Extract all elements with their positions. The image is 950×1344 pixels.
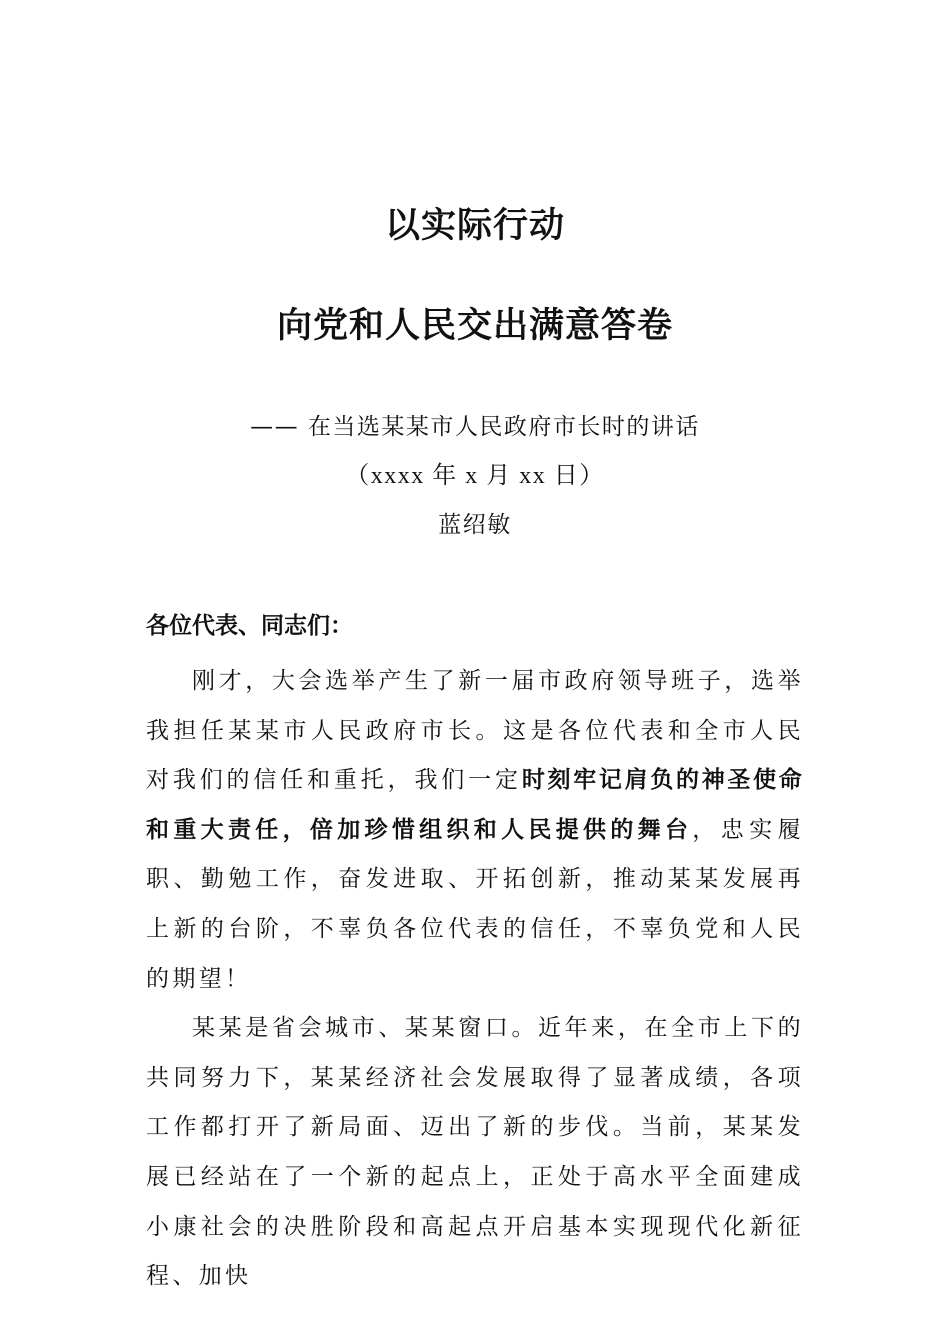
paragraph-1-text-end: ，忠实履职、勤勉工作，奋发进取、开拓创新，推动某某发展再上新的台阶，不辜负各位代表的信任，不辜负党和人民的期望！ bbox=[146, 816, 805, 992]
date-line: （xxxx 年 x 月 xx 日） bbox=[345, 463, 605, 489]
title-line-1: 以实际行动 bbox=[384, 205, 565, 246]
author-name: 蓝绍敏 bbox=[438, 512, 512, 538]
title-line-2: 向党和人民交出满意答卷 bbox=[276, 305, 673, 346]
subtitle: —— 在当选某某市人民政府市长时的讲话 bbox=[250, 414, 700, 440]
paragraph-1 bbox=[146, 657, 804, 1004]
body-text bbox=[146, 657, 804, 1302]
paragraph-1-text-start: 刚才，大会选举产生了新一届市政府领导班子，选举我担任某某市人民政府市长。这是各位代表和全市人民对我们的信任和重托，我们一定 bbox=[146, 668, 804, 794]
salutation: 各位代表、同志们： bbox=[146, 613, 353, 639]
paragraph-1-bold-emphasis: 时刻牢记肩负的神圣使命和重大责任，倍加珍惜组织和人民提供的舞台 bbox=[146, 767, 804, 843]
paragraph-2: 某某是省会城市、某某窗口。近年来，在全市上下的共同努力下，某某经济社会发展取得了显著成绩，各项工作都打开了新局面、迈出了新的步伐。当前，某某发展已经站在了一个新的起点上，正处于高水平全面建成小康社会的决胜阶段和高起点开启基本实现现代化新征程、加快 bbox=[146, 1015, 804, 1290]
